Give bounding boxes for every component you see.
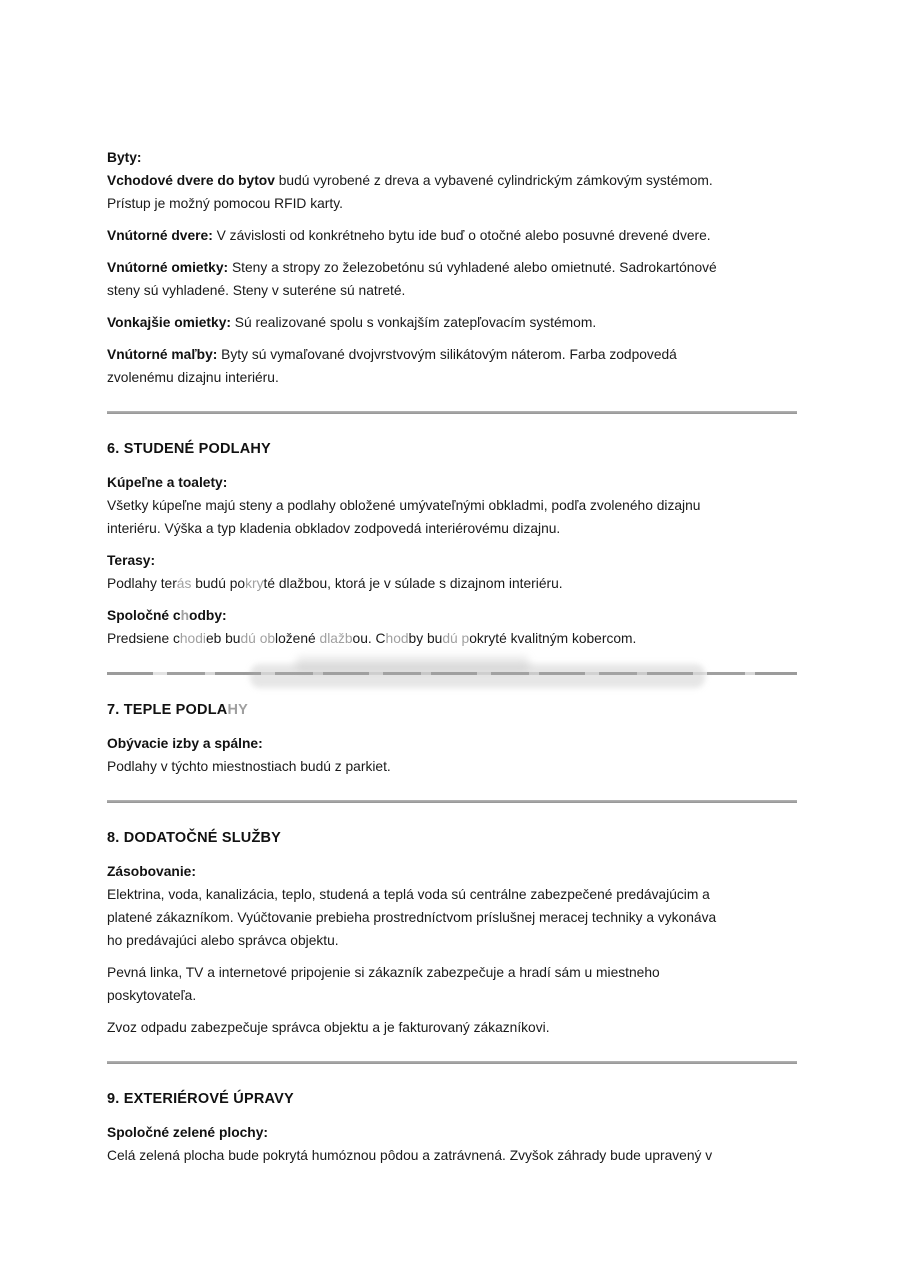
section8-heading: 8. DODATOČNÉ SLUŽBY xyxy=(107,830,282,846)
text-line: Sú realizované spolu s vonkajším zatepľovacím systémom. xyxy=(230,315,597,330)
section7-heading-faded: HY xyxy=(227,702,248,718)
text-line: Steny a stropy zo železobetónu sú vyhladené alebo omietnuté. Sadrokartónové xyxy=(228,260,717,275)
text-segment-faded: hod xyxy=(385,631,409,646)
intro-heading-text: Byty: xyxy=(107,150,142,165)
paragraph-supply xyxy=(107,860,797,952)
text-segment-faded: ás xyxy=(176,576,192,591)
intro-heading xyxy=(107,146,797,169)
text-line: poskytovateľa. xyxy=(107,988,197,1003)
text-line: Pevná linka, TV a internetové pripojenie si zákazník zabezpečuje a hradí sám u miestneho xyxy=(107,965,660,980)
paragraph-paint xyxy=(107,343,797,389)
terraces-label: Terasy: xyxy=(107,553,156,568)
section6-heading: 6. STUDENÉ PODLAHY xyxy=(107,441,271,457)
text-line: Celá zelená plocha bude pokrytá humóznou pôdou a zatrávnená. Zvyšok záhrady bude upravený v xyxy=(107,1148,713,1163)
text-line: Podlahy v týchto miestnostiach budú z parkiet. xyxy=(107,759,391,774)
section-divider xyxy=(107,1061,797,1064)
text-segment: okryté kvalitným kobercom. xyxy=(469,631,637,646)
text-line: Zvoz odpadu zabezpečuje správca objektu a je fakturovaný zákazníkovi. xyxy=(107,1020,550,1035)
paragraph-inner-doors xyxy=(107,224,797,247)
supply-label: Zásobovanie: xyxy=(107,864,196,879)
text-segment-faded: kry xyxy=(245,576,264,591)
paragraph-living-rooms xyxy=(107,732,797,778)
section7-heading-text: 7. TEPLE PODLA xyxy=(107,702,228,718)
document-content xyxy=(107,146,797,1176)
outer-plaster-lead: Vonkajšie omietky: xyxy=(107,315,231,330)
entrance-doors-lead: Vchodové dvere do bytov xyxy=(107,173,275,188)
text-line: platené zákazníkom. Vyúčtovanie prebieha prostredníctvom príslušnej meracej techniky a vykonáva xyxy=(107,910,717,925)
text-line: zvolenému dizajnu interiéru. xyxy=(107,370,279,385)
text-segment: ou. C xyxy=(352,631,386,646)
paragraph-terraces xyxy=(107,549,797,595)
inner-doors-lead: Vnútorné dvere: xyxy=(107,228,213,243)
text-segment: ložené xyxy=(275,631,320,646)
paragraph-outer-plaster xyxy=(107,311,797,334)
text-segment: eb bu xyxy=(205,631,241,646)
text-line: V závislosti od konkrétneho bytu ide buď o otočné alebo posuvné drevené dvere. xyxy=(212,228,711,243)
corridors-label xyxy=(107,604,797,627)
text-line: steny sú vyhladené. Steny v suteréne sú natreté. xyxy=(107,283,406,298)
bathrooms-label: Kúpeľne a toalety: xyxy=(107,475,228,490)
paragraph-bathrooms xyxy=(107,471,797,540)
text-segment: budú po xyxy=(191,576,246,591)
text-segment-faded: h xyxy=(180,608,190,623)
text-segment: by bu xyxy=(408,631,443,646)
text-segment: Podlahy ter xyxy=(107,576,177,591)
section-divider xyxy=(107,800,797,803)
text-segment-faded: p xyxy=(461,631,470,646)
paragraph-telecom xyxy=(107,961,797,1007)
living-rooms-label: Obývacie izby a spálne: xyxy=(107,736,263,751)
inner-plaster-lead: Vnútorné omietky: xyxy=(107,260,229,275)
paragraph-green-areas xyxy=(107,1121,797,1167)
section7-heading xyxy=(107,699,797,722)
text-segment-faded: ob xyxy=(259,631,276,646)
text-line: Všetky kúpeľne majú steny a podlahy obložené umývateľnými obkladmi, podľa zvoleného dizajnu xyxy=(107,498,701,513)
section9-heading: 9. EXTERIÉROVÉ ÚPRAVY xyxy=(107,1091,294,1107)
paragraph-entrance-doors xyxy=(107,169,797,215)
text-segment-faded: dú xyxy=(442,631,458,646)
text-line: ho predávajúci alebo správca objektu. xyxy=(107,933,339,948)
text-segment: Spoločné c xyxy=(107,608,181,623)
section-divider xyxy=(107,411,797,414)
text-line: Byty sú vymaľované dvojvrstvovým silikátovým náterom. Farba zodpovedá xyxy=(217,347,677,362)
section-divider-faded xyxy=(107,672,797,675)
paragraph-waste xyxy=(107,1016,797,1039)
text-line: Prístup je možný pomocou RFID karty. xyxy=(107,196,343,211)
text-line: budú vyrobené z dreva a vybavené cylindrickým zámkovým systémom. xyxy=(274,173,713,188)
text-segment: té dlažbou, ktorá je v súlade s dizajnom interiéru. xyxy=(263,576,563,591)
paragraph-corridors xyxy=(107,604,797,650)
text-segment-faded: hodi xyxy=(179,631,206,646)
paint-lead: Vnútorné maľby: xyxy=(107,347,218,362)
green-areas-label: Spoločné zelené plochy: xyxy=(107,1125,268,1140)
text-line: Elektrina, voda, kanalizácia, teplo, studená a teplá voda sú centrálne zabezpečené predávajúcim a xyxy=(107,887,710,902)
text-segment: odby: xyxy=(189,608,227,623)
text-segment: Predsiene c xyxy=(107,631,180,646)
text-line: interiéru. Výška a typ kladenia obkladov zodpovedá interiérovému dizajnu. xyxy=(107,521,561,536)
paragraph-inner-plaster xyxy=(107,256,797,302)
text-segment-faded: dlažb xyxy=(319,631,353,646)
text-segment-faded: dú xyxy=(240,631,256,646)
